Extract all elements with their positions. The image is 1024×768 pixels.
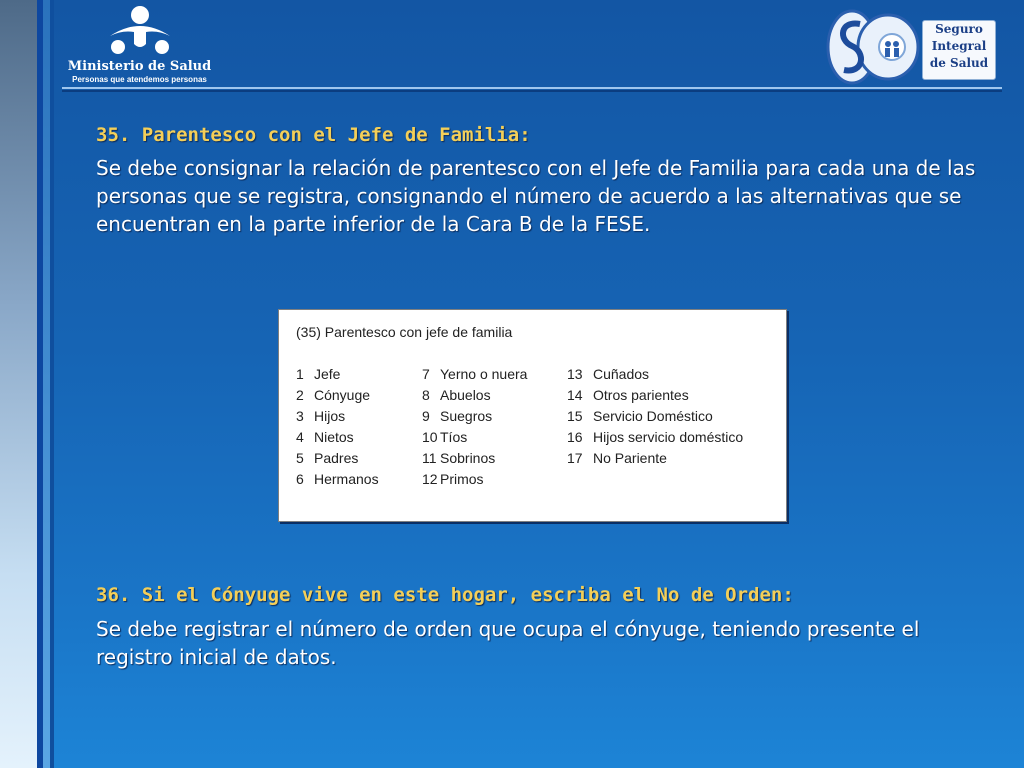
code-item [567,387,743,408]
code-number: 9 [422,408,430,424]
code-item [422,366,527,387]
code-label: Hermanos [314,471,379,487]
code-label: Hijos [314,408,346,424]
code-number: 15 [567,408,583,424]
code-label: Cuñados [593,366,650,382]
sis-line1: Seguro [935,22,983,36]
codes-column-1 [296,366,379,492]
sis-line3: de Salud [929,56,989,70]
ministry-tagline: Personas que atendemos personas [72,75,207,84]
sis-seal-icon [826,8,926,86]
code-item [567,450,743,471]
ministerio-logo [62,4,217,86]
code-number: 10 [422,429,438,445]
code-number: 2 [296,387,304,403]
code-label: Yerno o nuera [440,366,528,382]
code-item [296,471,379,492]
code-number: 1 [296,366,304,382]
code-item [422,429,527,450]
code-label: Cónyuge [314,387,371,403]
section-35-body: Se debe consignar la relación de parentesco con el Jefe de Familia para cada una de las personas que se registra, consignando el número de acuerdo a las alternativas que se encuentran en la parte inferior de la Cara B de la FESE. [96,156,976,236]
code-number: 8 [422,387,430,403]
code-number: 7 [422,366,430,382]
code-number: 6 [296,471,304,487]
relationship-codes-table [278,309,787,522]
code-label: Otros parientes [593,387,689,403]
code-number: 4 [296,429,304,445]
section-36-body: Se debe registrar el número de orden que ocupa el cónyuge, teniendo presente el registro inicial de datos. [96,617,920,669]
section-35-heading: 35. Parentesco con el Jefe de Familia: [96,124,531,146]
code-number: 17 [567,450,583,466]
ministry-name: Ministerio de Salud [67,59,212,74]
code-label: Sobrinos [440,450,496,466]
code-label: Tíos [440,429,468,445]
table-title: (35) Parentesco con jefe de familia [296,324,513,340]
codes-column-2 [422,366,527,492]
code-label: Padres [314,450,359,466]
section-36-heading: 36. Si el Cónyuge vive en este hogar, escriba el No de Orden: [96,584,794,606]
left-stripe [50,0,54,768]
code-label: Hijos servicio doméstico [593,429,744,445]
code-number: 3 [296,408,304,424]
code-number: 11 [422,450,437,466]
code-item [422,450,527,471]
codes-column-3 [567,366,743,471]
code-label: Abuelos [440,387,491,403]
code-item [296,450,379,471]
code-label: Nietos [314,429,354,445]
code-item [422,387,527,408]
code-label: Primos [440,471,484,487]
left-stripe [43,0,50,768]
family-figure-icon [106,4,174,58]
code-item [422,471,527,492]
code-number: 5 [296,450,304,466]
code-item [422,408,527,429]
code-item [296,429,379,450]
code-label: Suegros [440,408,493,424]
code-number: 12 [422,471,438,487]
code-number: 14 [567,387,583,403]
code-item [296,366,379,387]
header-divider-shadow [62,90,1002,92]
code-item [567,429,743,450]
sis-logo [826,8,998,86]
code-item [296,408,379,429]
code-label: No Pariente [593,450,667,466]
sis-line2: Integral [931,39,987,53]
code-item [567,408,743,429]
code-label: Jefe [314,366,341,382]
left-decorative-band [0,0,37,768]
code-number: 16 [567,429,583,445]
code-item [567,366,743,387]
header-divider [62,87,1002,89]
code-label: Servicio Doméstico [593,408,713,424]
code-number: 13 [567,366,583,382]
code-item [296,387,379,408]
